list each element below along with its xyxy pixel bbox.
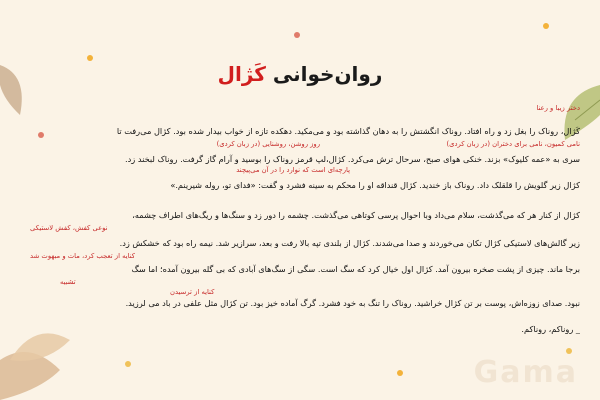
annotation-swaddle: پارچه‌ای است که نوارد را در آن می‌پیچند <box>236 166 350 174</box>
annotation-fear: کنایه از ترسیدن <box>170 288 215 296</box>
dot-decoration-icon <box>292 30 302 40</box>
page-title <box>0 62 600 86</box>
watermark-logo: Gama <box>473 355 578 390</box>
text-line-7: نبود. صدای زوزه‌اش، پوست بر تن کژال خراشید. روناک را تنگ به خود فشرد. گرگ آماده خیز بود. تن کژال مثل علفی در باد می لرزید. <box>125 298 580 308</box>
text-line-3: کژال زیر گلویش را قلقلک داد. روناک باز خندید. کژال قنداقه او را محکم به سینه فشرد و گفت: «فدای تو، روله شیرینم.» <box>170 180 580 190</box>
dot-decoration-icon <box>540 20 552 32</box>
dot-decoration-icon <box>36 130 46 140</box>
dot-decoration-icon <box>122 358 134 370</box>
annotation-beautiful-girl: دختر زیبا و رعنا <box>536 104 580 112</box>
annotation-ronak-name: روز روشن، روشنایی (در زبان کردی) <box>216 140 320 148</box>
dot-decoration-icon <box>395 368 405 378</box>
annotation-astonished: کنایه از تعجب کرد، مات و مبهوت شد <box>30 252 136 260</box>
text-line-6: برجا ماند. چیزی از پشت صخره بیرون آمد. کژال اول خیال کرد که سگ است. سگی از سگ‌های آبادی که بی گله بیرون آمده؛ اما سگ <box>131 264 580 274</box>
text-line-1: کَژال، روناک را بغل زد و راه افتاد. روناک انگشتش را به دهان گذاشته بود و می‌مکید. دهکده تازه از خواب بیدار شده بود. کژال می‌رفت تا <box>116 126 580 136</box>
annotation-simile: تشبیه <box>60 278 76 286</box>
text-line-4: کژال از کنار هر که می‌گذشت، سلام می‌داد وبا احوال پرسی کوتاهی می‌گذشت. چشمه را دور زد و سنگ‌ها و ریگ‌های اطراف چشمه، <box>132 210 580 220</box>
annotation-galosh: نوعی کفش، کفش لاستیکی <box>30 224 108 232</box>
text-line-2: سری به «عمه کلیوک» بزند. خنکی هوای صبح، سرحال ترش می‌کرد. کژال،لپ قرمز روناک را بوسید و آرام گاز گرفت. روناک لبخند زد. <box>125 154 580 164</box>
story-text <box>30 100 580 340</box>
text-line-5: زیر گالش‌های لاستیکی کژال تکان می‌خوردند و صدا می‌شدند. کژال از بلندی تپه بالا رفت و بعد، سرازیر شد. نیمه راه بود که خشکش زد. <box>119 238 580 248</box>
title-accent: کَژال <box>217 62 266 86</box>
text-line-8: _ روناکم، روناکم. <box>521 324 580 334</box>
annotation-kazhal-name: نامی کمیون، نامی برای دختران (در زبان کردی) <box>446 140 580 148</box>
title-main: روان‌خوانی <box>272 62 383 86</box>
